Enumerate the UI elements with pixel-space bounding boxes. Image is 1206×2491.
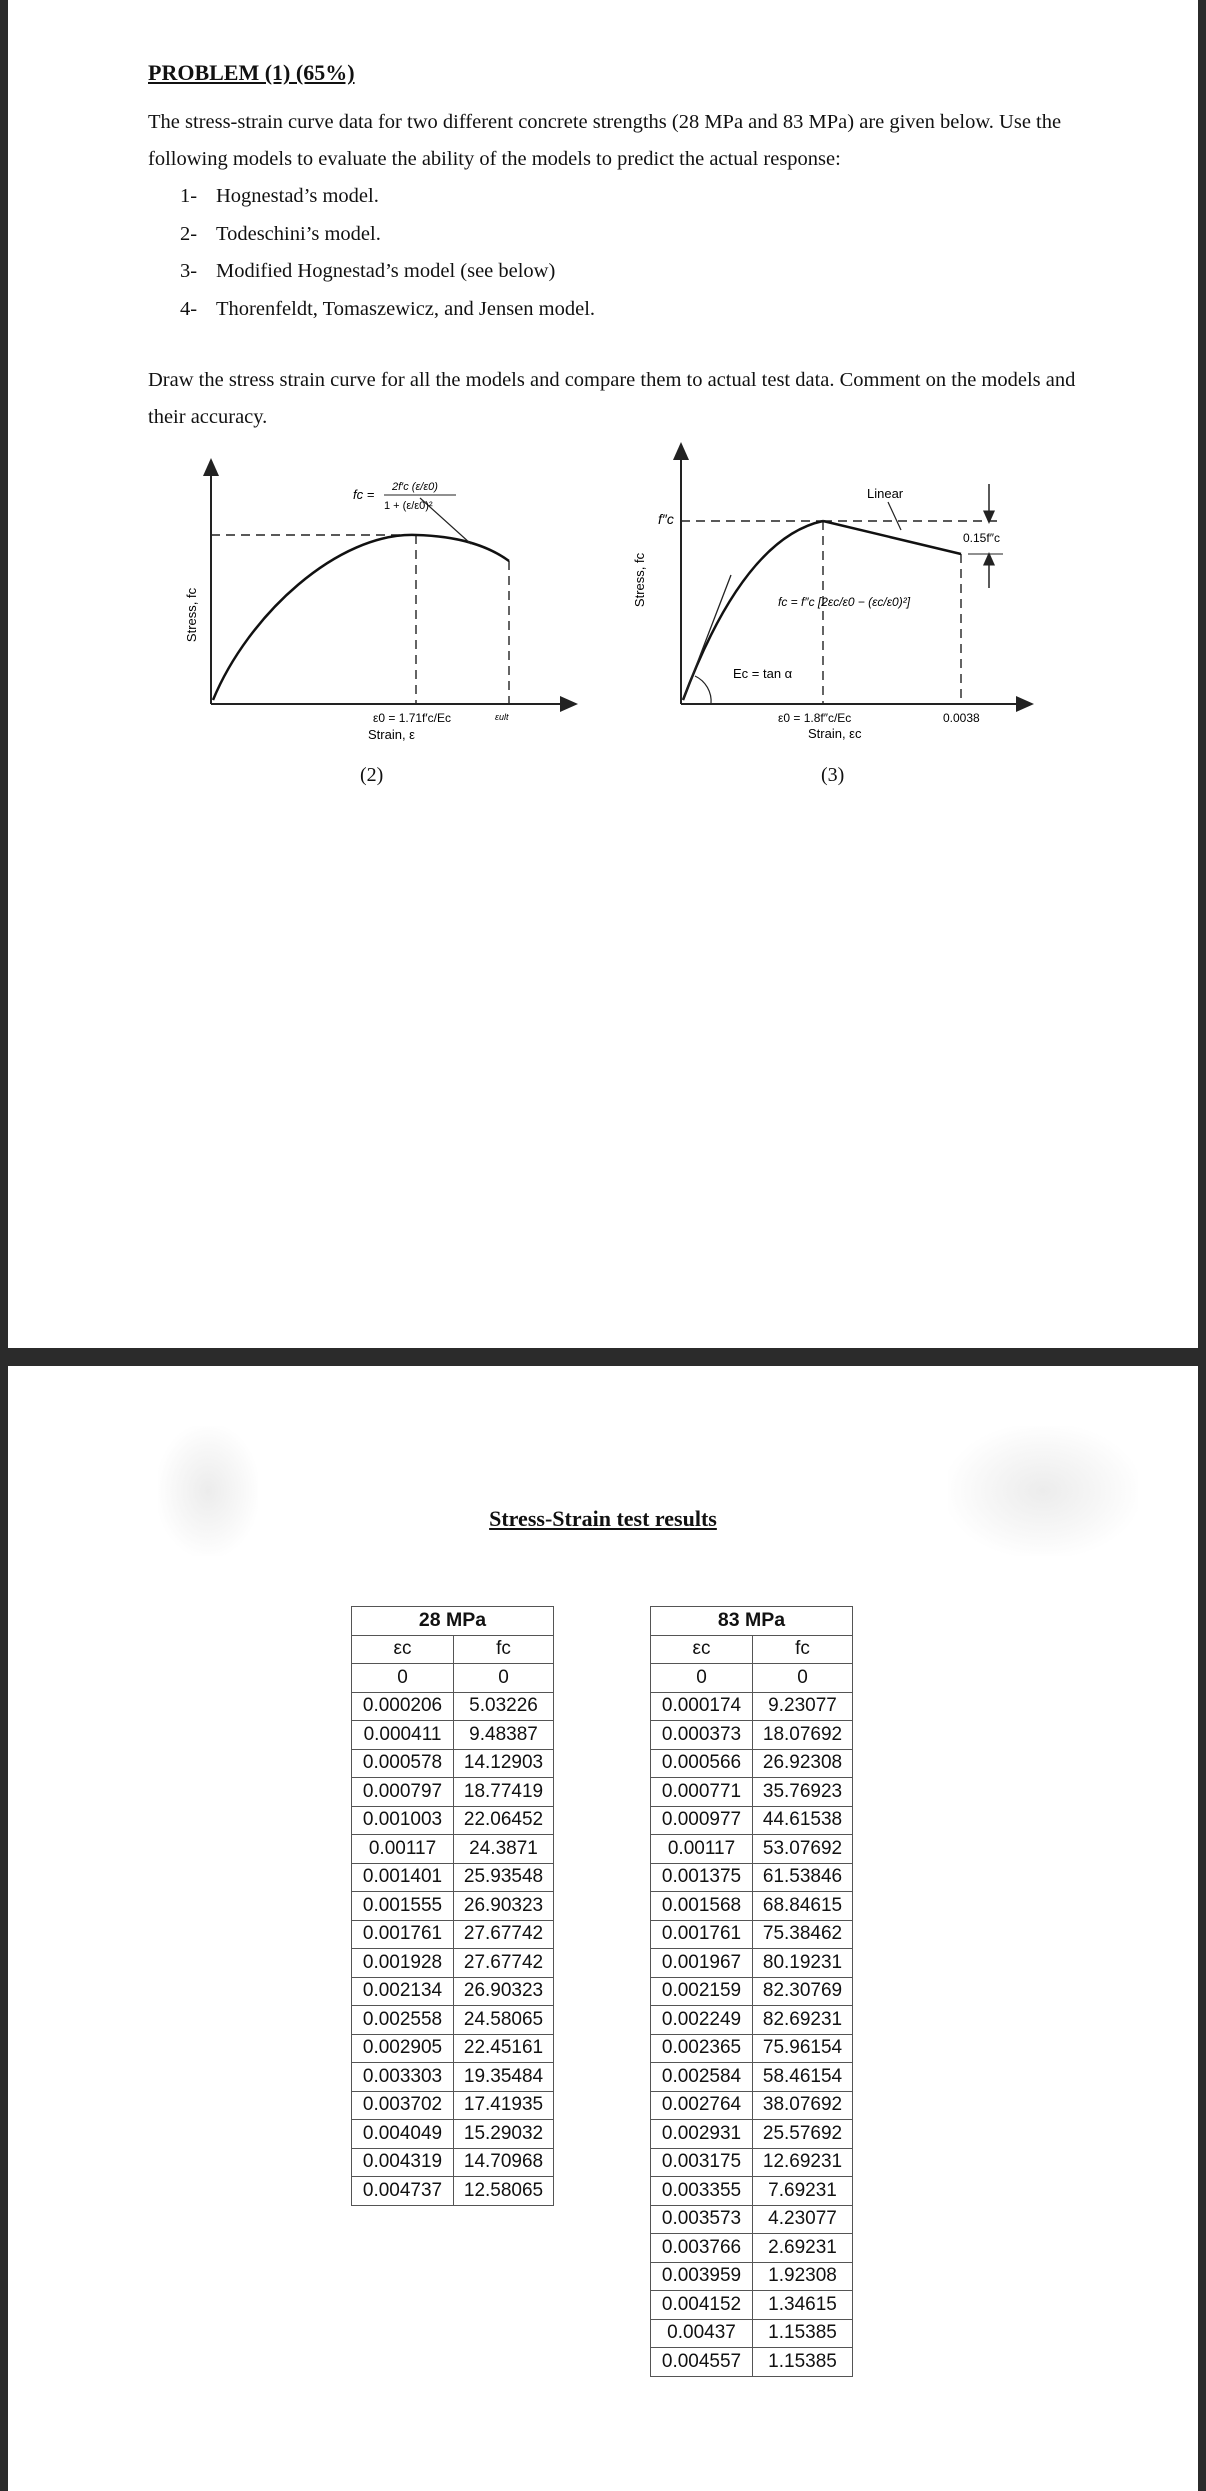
modulus-equation: Ec = tan α <box>733 666 793 681</box>
table-row <box>352 1920 554 1949</box>
fc-label: f″c <box>658 511 674 527</box>
table-row <box>352 1692 554 1721</box>
table-row <box>651 1692 853 1721</box>
eq-denominator: 1 + (ε/ε0)² <box>384 500 433 512</box>
list-item: 1- Hognestad’s model. <box>180 185 379 207</box>
x-axis-label: Strain, εc <box>808 726 862 740</box>
stress-cell: 18.77419 <box>454 1778 554 1807</box>
strain-cell: 0.001003 <box>352 1806 454 1835</box>
list-item: 3- Modified Hognestad’s model (see below) <box>180 260 556 282</box>
stress-cell: 1.15385 <box>753 2319 853 2348</box>
strain-cell: 0.001555 <box>352 1892 454 1921</box>
stress-cell: 18.07692 <box>753 1721 853 1750</box>
stress-cell: 4.23077 <box>753 2205 853 2234</box>
strain-cell: 0.002365 <box>651 2034 753 2063</box>
strain-cell: 0 <box>651 1664 753 1693</box>
strain-cell: 0.003355 <box>651 2177 753 2206</box>
stress-cell: 35.76923 <box>753 1778 853 1807</box>
table-row <box>352 1949 554 1978</box>
table-row <box>352 1721 554 1750</box>
table-body <box>651 1664 853 2377</box>
stress-cell: 7.69231 <box>753 2177 853 2206</box>
stress-cell: 80.19231 <box>753 1949 853 1978</box>
strain-cell: 0.004319 <box>352 2148 454 2177</box>
table-title: 28 MPa <box>352 1607 554 1636</box>
eq-numerator: 2f′c (ε/ε0) <box>392 481 438 493</box>
table-row <box>352 2148 554 2177</box>
stress-cell: 27.67742 <box>454 1920 554 1949</box>
column-header-stress: fc <box>753 1635 853 1664</box>
stress-cell: 26.92308 <box>753 1749 853 1778</box>
table-row <box>651 1863 853 1892</box>
strain-cell: 0.003573 <box>651 2205 753 2234</box>
problem-intro: The stress-strain curve data for two different concrete strengths (28 MPa and 83 MPa) are given below. Use the following models to evaluate the ability of the models to predict the actual response: <box>148 111 1062 170</box>
strain-cell: 0.002159 <box>651 1977 753 2006</box>
table-row <box>352 2091 554 2120</box>
strain-cell: 0.000566 <box>651 1749 753 1778</box>
stress-cell: 2.69231 <box>753 2234 853 2263</box>
stress-cell: 5.03226 <box>454 1692 554 1721</box>
table-row <box>352 1835 554 1864</box>
stress-cell: 12.58065 <box>454 2177 554 2206</box>
list-item: 2- Todeschini’s model. <box>180 222 381 245</box>
table-row <box>651 2091 853 2120</box>
strain-cell: 0.000174 <box>651 1692 753 1721</box>
strain-cell: 0.001761 <box>651 1920 753 1949</box>
stress-cell: 82.30769 <box>753 1977 853 2006</box>
stress-cell: 17.41935 <box>454 2091 554 2120</box>
drop-label: 0.15f″c <box>963 531 1000 545</box>
table-row <box>651 2148 853 2177</box>
strain-cell: 0.00437 <box>651 2319 753 2348</box>
table-row <box>352 2034 554 2063</box>
stress-cell: 68.84615 <box>753 1892 853 1921</box>
strain-cell: 0.002931 <box>651 2120 753 2149</box>
stress-cell: 9.23077 <box>753 1692 853 1721</box>
table-body <box>352 1664 554 2206</box>
alpha-arc <box>695 676 711 704</box>
table-row <box>651 2319 853 2348</box>
table-row <box>651 2234 853 2263</box>
stress-cell: 53.07692 <box>753 1835 853 1864</box>
stress-cell: 9.48387 <box>454 1721 554 1750</box>
tangent-line <box>683 575 731 700</box>
strain-cell: 0.003766 <box>651 2234 753 2263</box>
column-header-strain: εc <box>651 1635 753 1664</box>
table-row <box>651 2120 853 2149</box>
figure-2-diagram <box>168 450 588 750</box>
strain-cell: 0.002558 <box>352 2006 454 2035</box>
stress-cell: 19.35484 <box>454 2063 554 2092</box>
strain-cell: 0.004557 <box>651 2348 753 2377</box>
list-item: 4- Thorenfeldt, Tomaszewicz, and Jensen model. <box>180 297 596 320</box>
model-list <box>180 178 595 328</box>
strain-cell: 0 <box>352 1664 454 1693</box>
strain-cell: 0.000977 <box>651 1806 753 1835</box>
table-row <box>651 2034 853 2063</box>
stress-cell: 22.06452 <box>454 1806 554 1835</box>
strain-cell: 0.004152 <box>651 2291 753 2320</box>
stress-cell: 1.15385 <box>753 2348 853 2377</box>
strain-cell: 0.002905 <box>352 2034 454 2063</box>
curve-equation: fc = f″c [2εc/ε0 − (εc/ε0)²] <box>778 595 911 609</box>
column-header-strain: εc <box>352 1635 454 1664</box>
strain-cell: 0.002764 <box>651 2091 753 2120</box>
stress-curve <box>213 535 509 700</box>
table-row <box>352 1806 554 1835</box>
linear-leader <box>888 502 901 530</box>
strain-cell: 0.000206 <box>352 1692 454 1721</box>
stress-cell: 1.92308 <box>753 2262 853 2291</box>
table-row <box>651 1778 853 1807</box>
x-axis-label: Strain, ε <box>368 727 415 742</box>
stress-cell: 0 <box>454 1664 554 1693</box>
table-row <box>352 1977 554 2006</box>
strain-cell: 0.002584 <box>651 2063 753 2092</box>
table-row <box>651 2063 853 2092</box>
strain-cell: 0.001401 <box>352 1863 454 1892</box>
stress-cell: 27.67742 <box>454 1949 554 1978</box>
figure-2-label: (2) <box>360 764 384 786</box>
y-axis-label: Stress, fc <box>184 587 199 643</box>
strain-cell: 0.00117 <box>352 1835 454 1864</box>
strain-cell: 0.001568 <box>651 1892 753 1921</box>
table-row <box>651 1892 853 1921</box>
strain-cell: 0.000797 <box>352 1778 454 1807</box>
table-row <box>651 1949 853 1978</box>
stress-cell: 14.70968 <box>454 2148 554 2177</box>
eps0-label: ε0 = 1.8f″c/Ec <box>778 711 852 725</box>
strain-cell: 0.000373 <box>651 1721 753 1750</box>
ult-strain-label: 0.0038 <box>943 711 980 725</box>
table-row <box>651 1835 853 1864</box>
linear-label: Linear <box>867 486 904 501</box>
problem-heading: PROBLEM (1) (65%) <box>148 60 355 85</box>
table-row <box>352 1664 554 1693</box>
column-header-stress: fc <box>454 1635 554 1664</box>
stress-cell: 24.3871 <box>454 1835 554 1864</box>
stress-cell: 75.38462 <box>753 1920 853 1949</box>
stress-cell: 0 <box>753 1664 853 1693</box>
table-row <box>352 2006 554 2035</box>
strain-cell: 0.003303 <box>352 2063 454 2092</box>
strain-cell: 0.000771 <box>651 1778 753 1807</box>
eps0-label: ε0 = 1.71f′c/Ec <box>373 711 451 725</box>
stress-cell: 25.57692 <box>753 2120 853 2149</box>
strain-cell: 0.003959 <box>651 2262 753 2291</box>
strain-cell: 0.001375 <box>651 1863 753 1892</box>
faded-mark-right <box>948 1426 1138 1556</box>
stress-cell: 1.34615 <box>753 2291 853 2320</box>
table-row <box>651 1920 853 1949</box>
strain-cell: 0.004737 <box>352 2177 454 2206</box>
table-row <box>651 1721 853 1750</box>
strain-cell: 0.004049 <box>352 2120 454 2149</box>
stress-cell: 25.93548 <box>454 1863 554 1892</box>
stress-cell: 44.61538 <box>753 1806 853 1835</box>
figure-3-label: (3) <box>821 764 845 786</box>
strain-cell: 0.000411 <box>352 1721 454 1750</box>
document-page-1 <box>8 0 1198 1348</box>
stress-cell: 26.90323 <box>454 1892 554 1921</box>
strain-cell: 0.000578 <box>352 1749 454 1778</box>
table-row <box>651 1749 853 1778</box>
stress-cell: 61.53846 <box>753 1863 853 1892</box>
strain-cell: 0.002134 <box>352 1977 454 2006</box>
stress-cell: 58.46154 <box>753 2063 853 2092</box>
eult-label: εult <box>495 712 509 722</box>
faded-mark-left <box>158 1426 258 1556</box>
table-row <box>651 2006 853 2035</box>
strain-cell: 0.001761 <box>352 1920 454 1949</box>
stress-cell: 26.90323 <box>454 1977 554 2006</box>
table-row <box>352 2120 554 2149</box>
stress-cell: 14.12903 <box>454 1749 554 1778</box>
table-row <box>352 1749 554 1778</box>
table-28mpa <box>351 1606 554 2206</box>
table-row <box>651 1977 853 2006</box>
stress-cell: 24.58065 <box>454 2006 554 2035</box>
table-row <box>352 1778 554 1807</box>
results-title: Stress-Strain test results <box>489 1506 717 1531</box>
table-row <box>651 2205 853 2234</box>
stress-cell: 15.29032 <box>454 2120 554 2149</box>
linear-branch <box>823 521 961 554</box>
y-axis-label: Stress, fc <box>632 552 647 608</box>
instructions: Draw the stress strain curve for all the models and compare them to actual test data. Comment on the models and their accuracy. <box>148 369 1076 428</box>
strain-cell: 0.003702 <box>352 2091 454 2120</box>
table-row <box>651 1806 853 1835</box>
strain-cell: 0.001928 <box>352 1949 454 1978</box>
table-row <box>651 2177 853 2206</box>
table-row <box>651 2262 853 2291</box>
table-83mpa <box>650 1606 853 2377</box>
table-row <box>352 1863 554 1892</box>
strain-cell: 0.002249 <box>651 2006 753 2035</box>
table-row <box>651 2348 853 2377</box>
table-row <box>352 2063 554 2092</box>
stress-cell: 75.96154 <box>753 2034 853 2063</box>
table-row <box>352 1892 554 1921</box>
table-title: 83 MPa <box>651 1607 853 1636</box>
strain-cell: 0.003175 <box>651 2148 753 2177</box>
stress-cell: 22.45161 <box>454 2034 554 2063</box>
eq-lhs: fc = <box>353 487 375 502</box>
figure-3-diagram <box>618 440 1038 740</box>
strain-cell: 0.00117 <box>651 1835 753 1864</box>
stress-cell: 82.69231 <box>753 2006 853 2035</box>
document-page-2 <box>8 1366 1198 2491</box>
strain-cell: 0.001967 <box>651 1949 753 1978</box>
table-row <box>352 2177 554 2206</box>
table-row <box>651 2291 853 2320</box>
table-row <box>651 1664 853 1693</box>
stress-cell: 12.69231 <box>753 2148 853 2177</box>
stress-cell: 38.07692 <box>753 2091 853 2120</box>
